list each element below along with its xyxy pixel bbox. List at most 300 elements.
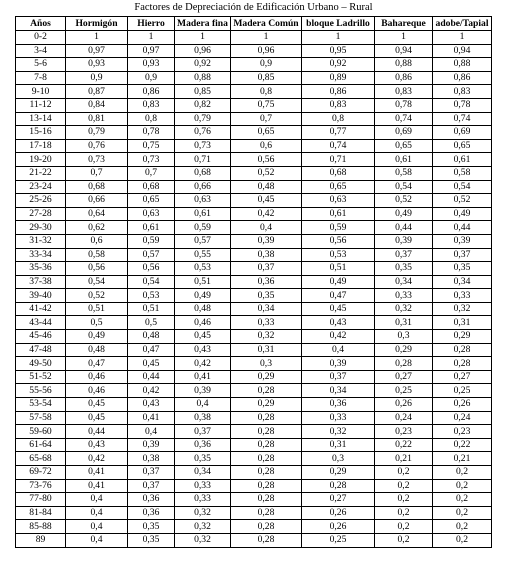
- cell-anos: 31-32: [16, 234, 66, 248]
- cell-adobe-tapial: 0,2: [433, 493, 492, 507]
- cell-bloque-ladrillo: 0,28: [302, 479, 375, 493]
- cell-bloque-ladrillo: 0,51: [302, 262, 375, 276]
- cell-adobe-tapial: 0,23: [433, 425, 492, 439]
- cell-hormigon: 0,41: [66, 466, 128, 480]
- cell-hormigon: 0,4: [66, 506, 128, 520]
- cell-anos: 65-68: [16, 452, 66, 466]
- cell-bahareque: 0,58: [375, 166, 433, 180]
- cell-madera-fina: 0,32: [175, 533, 231, 547]
- cell-hormigon: 0,58: [66, 248, 128, 262]
- cell-bahareque: 0,2: [375, 479, 433, 493]
- cell-madera-comun: 0,45: [231, 194, 302, 208]
- table-row: [16, 85, 492, 99]
- cell-madera-fina: 0,48: [175, 302, 231, 316]
- cell-adobe-tapial: 0,21: [433, 452, 492, 466]
- cell-hormigon: 0,6: [66, 234, 128, 248]
- cell-anos: 33-34: [16, 248, 66, 262]
- cell-bloque-ladrillo: 0,27: [302, 493, 375, 507]
- cell-bloque-ladrillo: 0,63: [302, 194, 375, 208]
- cell-hormigon: 0,87: [66, 85, 128, 99]
- table-title: Factores de Depreciación de Edificación Urbano – Rural: [134, 2, 373, 13]
- cell-bloque-ladrillo: 0,3: [302, 452, 375, 466]
- cell-adobe-tapial: 0,78: [433, 98, 492, 112]
- cell-madera-fina: 0,59: [175, 221, 231, 235]
- cell-madera-comun: 0,39: [231, 234, 302, 248]
- cell-adobe-tapial: 0,69: [433, 126, 492, 140]
- cell-anos: 73-76: [16, 479, 66, 493]
- cell-madera-fina: 0,32: [175, 520, 231, 534]
- cell-anos: 43-44: [16, 316, 66, 330]
- cell-madera-comun: 0,37: [231, 262, 302, 276]
- cell-bahareque: 0,2: [375, 506, 433, 520]
- cell-hierro: 0,8: [128, 112, 175, 126]
- cell-adobe-tapial: 1: [433, 31, 492, 45]
- cell-anos: 21-22: [16, 166, 66, 180]
- cell-anos: 77-80: [16, 493, 66, 507]
- cell-adobe-tapial: 0,52: [433, 194, 492, 208]
- cell-madera-comun: 0,28: [231, 384, 302, 398]
- cell-madera-fina: 0,85: [175, 85, 231, 99]
- cell-bahareque: 0,54: [375, 180, 433, 194]
- cell-anos: 57-58: [16, 411, 66, 425]
- cell-anos: 11-12: [16, 98, 66, 112]
- cell-madera-fina: 0,68: [175, 166, 231, 180]
- cell-madera-comun: 0,32: [231, 330, 302, 344]
- cell-adobe-tapial: 0,88: [433, 58, 492, 72]
- cell-bahareque: 0,32: [375, 302, 433, 316]
- cell-madera-comun: 0,29: [231, 370, 302, 384]
- table-row: [16, 425, 492, 439]
- cell-bloque-ladrillo: 0,83: [302, 98, 375, 112]
- cell-bahareque: 0,24: [375, 411, 433, 425]
- cell-hormigon: 0,7: [66, 166, 128, 180]
- table-row: [16, 234, 492, 248]
- cell-bloque-ladrillo: 0,4: [302, 343, 375, 357]
- cell-bahareque: 0,2: [375, 493, 433, 507]
- cell-adobe-tapial: 0,49: [433, 207, 492, 221]
- cell-bloque-ladrillo: 0,71: [302, 153, 375, 167]
- cell-hormigon: 0,64: [66, 207, 128, 221]
- cell-anos: 37-38: [16, 275, 66, 289]
- cell-hormigon: 0,54: [66, 275, 128, 289]
- cell-bloque-ladrillo: 0,33: [302, 411, 375, 425]
- cell-hierro: 1: [128, 31, 175, 45]
- cell-bloque-ladrillo: 0,43: [302, 316, 375, 330]
- cell-bloque-ladrillo: 0,42: [302, 330, 375, 344]
- table-row: [16, 479, 492, 493]
- table-row: [16, 533, 492, 547]
- cell-hierro: 0,73: [128, 153, 175, 167]
- table-row: [16, 384, 492, 398]
- cell-madera-fina: 0,61: [175, 207, 231, 221]
- cell-adobe-tapial: 0,2: [433, 533, 492, 547]
- cell-bahareque: 0,22: [375, 438, 433, 452]
- cell-hierro: 0,48: [128, 330, 175, 344]
- cell-madera-comun: 0,7: [231, 112, 302, 126]
- cell-bahareque: 0,83: [375, 85, 433, 99]
- cell-madera-fina: 0,38: [175, 411, 231, 425]
- cell-madera-comun: 0,52: [231, 166, 302, 180]
- cell-anos: 13-14: [16, 112, 66, 126]
- table-row: [16, 411, 492, 425]
- cell-madera-fina: 0,37: [175, 425, 231, 439]
- cell-madera-comun: 0,6: [231, 139, 302, 153]
- cell-hierro: 0,78: [128, 126, 175, 140]
- cell-hierro: 0,75: [128, 139, 175, 153]
- cell-hormigon: 0,56: [66, 262, 128, 276]
- cell-hormigon: 0,4: [66, 533, 128, 547]
- cell-hierro: 0,54: [128, 275, 175, 289]
- cell-adobe-tapial: 0,2: [433, 479, 492, 493]
- cell-hierro: 0,59: [128, 234, 175, 248]
- cell-bloque-ladrillo: 0,92: [302, 58, 375, 72]
- cell-madera-fina: 0,39: [175, 384, 231, 398]
- cell-hierro: 0,63: [128, 207, 175, 221]
- cell-bahareque: 0,34: [375, 275, 433, 289]
- cell-hierro: 0,68: [128, 180, 175, 194]
- cell-bloque-ladrillo: 0,65: [302, 180, 375, 194]
- table-row: [16, 71, 492, 85]
- cell-hormigon: 0,48: [66, 343, 128, 357]
- cell-bahareque: 0,2: [375, 520, 433, 534]
- cell-madera-fina: 0,32: [175, 506, 231, 520]
- table-row: [16, 153, 492, 167]
- cell-bloque-ladrillo: 0,26: [302, 520, 375, 534]
- cell-bahareque: 0,28: [375, 357, 433, 371]
- cell-bloque-ladrillo: 0,39: [302, 357, 375, 371]
- cell-madera-fina: 0,53: [175, 262, 231, 276]
- cell-anos: 53-54: [16, 398, 66, 412]
- cell-anos: 23-24: [16, 180, 66, 194]
- cell-madera-fina: 0,34: [175, 466, 231, 480]
- cell-adobe-tapial: 0,34: [433, 275, 492, 289]
- cell-adobe-tapial: 0,25: [433, 384, 492, 398]
- cell-madera-fina: 0,43: [175, 343, 231, 357]
- cell-hierro: 0,65: [128, 194, 175, 208]
- cell-madera-comun: 0,35: [231, 289, 302, 303]
- cell-madera-comun: 0,9: [231, 58, 302, 72]
- cell-hormigon: 0,97: [66, 44, 128, 58]
- cell-bloque-ladrillo: 0,26: [302, 506, 375, 520]
- cell-hormigon: 0,44: [66, 425, 128, 439]
- cell-bahareque: 0,69: [375, 126, 433, 140]
- cell-hormigon: 0,9: [66, 71, 128, 85]
- table-row: [16, 207, 492, 221]
- cell-madera-comun: 0,29: [231, 398, 302, 412]
- cell-adobe-tapial: 0,61: [433, 153, 492, 167]
- cell-adobe-tapial: 0,24: [433, 411, 492, 425]
- cell-madera-fina: 0,71: [175, 153, 231, 167]
- cell-adobe-tapial: 0,2: [433, 520, 492, 534]
- cell-hormigon: 1: [66, 31, 128, 45]
- cell-bahareque: 0,35: [375, 262, 433, 276]
- header-hormigon: Hormigón: [66, 17, 128, 31]
- cell-madera-fina: 0,36: [175, 438, 231, 452]
- table-row: [16, 357, 492, 371]
- table-row: [16, 493, 492, 507]
- cell-madera-fina: 0,35: [175, 452, 231, 466]
- cell-madera-comun: 0,33: [231, 316, 302, 330]
- cell-adobe-tapial: 0,37: [433, 248, 492, 262]
- cell-adobe-tapial: 0,39: [433, 234, 492, 248]
- cell-bahareque: 0,49: [375, 207, 433, 221]
- cell-madera-fina: 1: [175, 31, 231, 45]
- cell-hierro: 0,4: [128, 425, 175, 439]
- cell-anos: 81-84: [16, 506, 66, 520]
- cell-madera-fina: 0,46: [175, 316, 231, 330]
- cell-hierro: 0,9: [128, 71, 175, 85]
- cell-bahareque: 0,86: [375, 71, 433, 85]
- cell-madera-comun: 0,28: [231, 411, 302, 425]
- cell-madera-comun: 0,34: [231, 302, 302, 316]
- cell-hierro: 0,51: [128, 302, 175, 316]
- cell-adobe-tapial: 0,54: [433, 180, 492, 194]
- cell-adobe-tapial: 0,74: [433, 112, 492, 126]
- cell-bloque-ladrillo: 0,47: [302, 289, 375, 303]
- header-madera-comun: Madera Común: [231, 17, 302, 31]
- cell-madera-fina: 0,79: [175, 112, 231, 126]
- cell-adobe-tapial: 0,65: [433, 139, 492, 153]
- table-row: [16, 438, 492, 452]
- cell-bahareque: 0,61: [375, 153, 433, 167]
- header-bloque-ladrillo: bloque Ladrillo: [302, 17, 375, 31]
- cell-madera-fina: 0,73: [175, 139, 231, 153]
- cell-hierro: 0,5: [128, 316, 175, 330]
- cell-bahareque: 0,78: [375, 98, 433, 112]
- cell-bahareque: 0,29: [375, 343, 433, 357]
- cell-bloque-ladrillo: 0,77: [302, 126, 375, 140]
- table-row: [16, 112, 492, 126]
- cell-hierro: 0,57: [128, 248, 175, 262]
- cell-hormigon: 0,4: [66, 493, 128, 507]
- cell-anos: 9-10: [16, 85, 66, 99]
- table-row: [16, 343, 492, 357]
- table-row: [16, 139, 492, 153]
- cell-madera-fina: 0,49: [175, 289, 231, 303]
- cell-hierro: 0,47: [128, 343, 175, 357]
- cell-madera-comun: 0,8: [231, 85, 302, 99]
- cell-anos: 35-36: [16, 262, 66, 276]
- cell-bloque-ladrillo: 0,59: [302, 221, 375, 235]
- cell-anos: 47-48: [16, 343, 66, 357]
- cell-adobe-tapial: 0,94: [433, 44, 492, 58]
- cell-hormigon: 0,46: [66, 370, 128, 384]
- cell-madera-fina: 0,42: [175, 357, 231, 371]
- cell-hormigon: 0,68: [66, 180, 128, 194]
- cell-madera-comun: 0,28: [231, 438, 302, 452]
- cell-madera-fina: 0,45: [175, 330, 231, 344]
- cell-hierro: 0,43: [128, 398, 175, 412]
- cell-anos: 7-8: [16, 71, 66, 85]
- table-row: [16, 44, 492, 58]
- table-row: [16, 398, 492, 412]
- cell-hierro: 0,97: [128, 44, 175, 58]
- cell-adobe-tapial: 0,44: [433, 221, 492, 235]
- cell-hierro: 0,44: [128, 370, 175, 384]
- cell-hierro: 0,45: [128, 357, 175, 371]
- cell-hierro: 0,35: [128, 533, 175, 547]
- cell-bloque-ladrillo: 0,29: [302, 466, 375, 480]
- cell-madera-fina: 0,51: [175, 275, 231, 289]
- table-row: [16, 126, 492, 140]
- cell-bloque-ladrillo: 0,45: [302, 302, 375, 316]
- cell-madera-comun: 0,3: [231, 357, 302, 371]
- table-row: [16, 466, 492, 480]
- cell-adobe-tapial: 0,35: [433, 262, 492, 276]
- cell-anos: 17-18: [16, 139, 66, 153]
- cell-bloque-ladrillo: 0,32: [302, 425, 375, 439]
- cell-madera-comun: 0,28: [231, 466, 302, 480]
- cell-bloque-ladrillo: 0,53: [302, 248, 375, 262]
- cell-anos: 59-60: [16, 425, 66, 439]
- table-row: [16, 370, 492, 384]
- cell-bloque-ladrillo: 0,61: [302, 207, 375, 221]
- cell-bloque-ladrillo: 0,95: [302, 44, 375, 58]
- cell-bloque-ladrillo: 0,34: [302, 384, 375, 398]
- cell-bahareque: 0,88: [375, 58, 433, 72]
- cell-madera-comun: 0,75: [231, 98, 302, 112]
- table-row: [16, 262, 492, 276]
- table-row: [16, 330, 492, 344]
- cell-anos: 41-42: [16, 302, 66, 316]
- cell-adobe-tapial: 0,22: [433, 438, 492, 452]
- cell-bahareque: 0,37: [375, 248, 433, 262]
- cell-madera-comun: 0,28: [231, 506, 302, 520]
- header-adobe-tapial: adobe/Tapial: [433, 17, 492, 31]
- table-row: [16, 452, 492, 466]
- cell-madera-fina: 0,33: [175, 493, 231, 507]
- cell-anos: 51-52: [16, 370, 66, 384]
- header-bahareque: Bahareque: [375, 17, 433, 31]
- cell-bahareque: 0,33: [375, 289, 433, 303]
- cell-adobe-tapial: 0,32: [433, 302, 492, 316]
- table-header-row: [16, 17, 492, 31]
- table-row: [16, 248, 492, 262]
- cell-madera-comun: 0,28: [231, 452, 302, 466]
- cell-bloque-ladrillo: 0,25: [302, 533, 375, 547]
- cell-adobe-tapial: 0,58: [433, 166, 492, 180]
- table-row: [16, 316, 492, 330]
- cell-madera-comun: 0,4: [231, 221, 302, 235]
- table-row: [16, 58, 492, 72]
- cell-madera-comun: 0,56: [231, 153, 302, 167]
- cell-hierro: 0,42: [128, 384, 175, 398]
- cell-anos: 5-6: [16, 58, 66, 72]
- cell-bahareque: 0,3: [375, 330, 433, 344]
- table-row: [16, 180, 492, 194]
- cell-hierro: 0,41: [128, 411, 175, 425]
- cell-hormigon: 0,47: [66, 357, 128, 371]
- cell-hierro: 0,38: [128, 452, 175, 466]
- table-body: [16, 31, 492, 548]
- cell-madera-fina: 0,41: [175, 370, 231, 384]
- cell-bahareque: 0,21: [375, 452, 433, 466]
- cell-madera-fina: 0,88: [175, 71, 231, 85]
- cell-madera-comun: 0,65: [231, 126, 302, 140]
- cell-madera-comun: 0,38: [231, 248, 302, 262]
- cell-madera-comun: 0,85: [231, 71, 302, 85]
- cell-anos: 89: [16, 533, 66, 547]
- cell-bahareque: 0,23: [375, 425, 433, 439]
- cell-madera-fina: 0,96: [175, 44, 231, 58]
- cell-madera-comun: 0,31: [231, 343, 302, 357]
- cell-bahareque: 0,26: [375, 398, 433, 412]
- cell-anos: 3-4: [16, 44, 66, 58]
- depreciation-table: [15, 16, 492, 548]
- cell-anos: 29-30: [16, 221, 66, 235]
- cell-bloque-ladrillo: 0,56: [302, 234, 375, 248]
- cell-bahareque: 0,65: [375, 139, 433, 153]
- cell-madera-comun: 0,28: [231, 520, 302, 534]
- cell-anos: 61-64: [16, 438, 66, 452]
- cell-hormigon: 0,52: [66, 289, 128, 303]
- header-anos: Años: [16, 17, 66, 31]
- table-row: [16, 520, 492, 534]
- cell-anos: 39-40: [16, 289, 66, 303]
- cell-adobe-tapial: 0,2: [433, 466, 492, 480]
- cell-bloque-ladrillo: 0,86: [302, 85, 375, 99]
- cell-hierro: 0,86: [128, 85, 175, 99]
- cell-madera-comun: 0,42: [231, 207, 302, 221]
- cell-adobe-tapial: 0,33: [433, 289, 492, 303]
- cell-hormigon: 0,81: [66, 112, 128, 126]
- cell-madera-comun: 1: [231, 31, 302, 45]
- cell-madera-comun: 0,28: [231, 533, 302, 547]
- cell-hormigon: 0,49: [66, 330, 128, 344]
- cell-bloque-ladrillo: 0,36: [302, 398, 375, 412]
- cell-madera-fina: 0,33: [175, 479, 231, 493]
- cell-bahareque: 0,52: [375, 194, 433, 208]
- cell-bloque-ladrillo: 0,37: [302, 370, 375, 384]
- cell-hormigon: 0,62: [66, 221, 128, 235]
- table-row: [16, 98, 492, 112]
- cell-anos: 69-72: [16, 466, 66, 480]
- cell-hierro: 0,93: [128, 58, 175, 72]
- cell-madera-comun: 0,36: [231, 275, 302, 289]
- cell-adobe-tapial: 0,26: [433, 398, 492, 412]
- cell-anos: 55-56: [16, 384, 66, 398]
- cell-bloque-ladrillo: 0,89: [302, 71, 375, 85]
- cell-madera-comun: 0,28: [231, 493, 302, 507]
- table-row: [16, 275, 492, 289]
- cell-bahareque: 0,39: [375, 234, 433, 248]
- cell-madera-comun: 0,28: [231, 425, 302, 439]
- cell-adobe-tapial: 0,27: [433, 370, 492, 384]
- cell-hierro: 0,53: [128, 289, 175, 303]
- cell-bloque-ladrillo: 0,8: [302, 112, 375, 126]
- cell-anos: 85-88: [16, 520, 66, 534]
- cell-hierro: 0,37: [128, 466, 175, 480]
- cell-hierro: 0,56: [128, 262, 175, 276]
- cell-hierro: 0,39: [128, 438, 175, 452]
- cell-hormigon: 0,66: [66, 194, 128, 208]
- cell-anos: 45-46: [16, 330, 66, 344]
- cell-hierro: 0,61: [128, 221, 175, 235]
- cell-hormigon: 0,73: [66, 153, 128, 167]
- cell-bahareque: 0,2: [375, 533, 433, 547]
- cell-hormigon: 0,4: [66, 520, 128, 534]
- cell-bahareque: 0,94: [375, 44, 433, 58]
- cell-bahareque: 1: [375, 31, 433, 45]
- cell-hierro: 0,35: [128, 520, 175, 534]
- cell-hormigon: 0,51: [66, 302, 128, 316]
- cell-madera-fina: 0,76: [175, 126, 231, 140]
- cell-anos: 15-16: [16, 126, 66, 140]
- cell-madera-comun: 0,96: [231, 44, 302, 58]
- cell-bahareque: 0,2: [375, 466, 433, 480]
- cell-bahareque: 0,44: [375, 221, 433, 235]
- cell-adobe-tapial: 0,31: [433, 316, 492, 330]
